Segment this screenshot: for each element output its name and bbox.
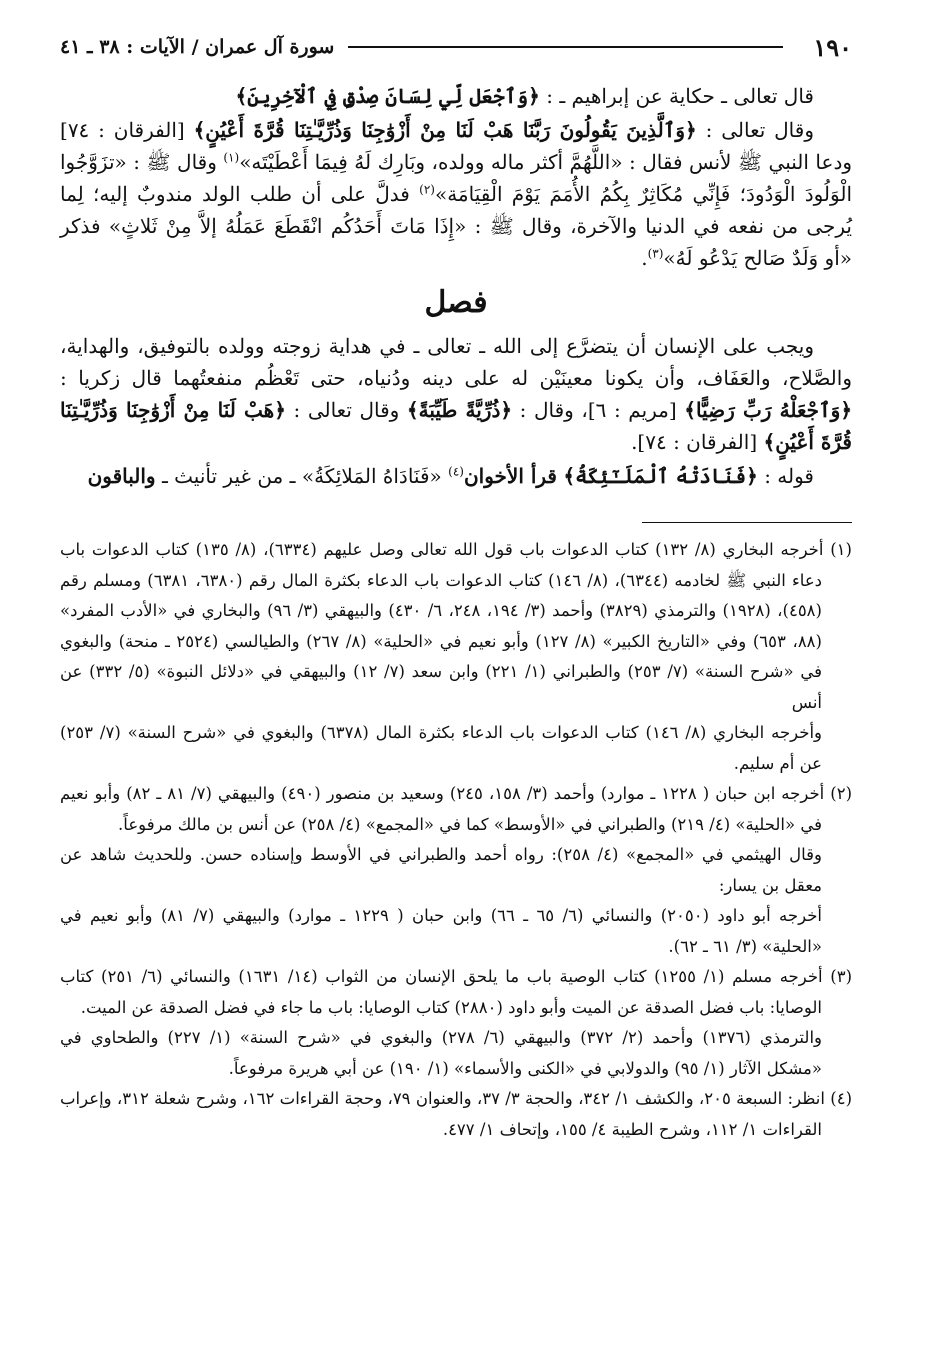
quran-verse: ﴿ذُرِّيَّةً طَيِّبَةً﴾ — [406, 398, 513, 422]
page-header — [60, 30, 852, 64]
p2-text-d: فدلَّ على أن طلب الولد مندوبٌ إليه؛ لِما يُرجى من نفعه في الدنيا والآخرة، وقال ﷺ : «إِذَا مَاتَ أَحَدُكُم انْقَطَعَ عَمَلُهُ إلاَّ مِنْ ثَلاثٍ» فذكر «أو وَلَدٌ صَالح يَدْعُو لَهُ» — [60, 182, 852, 270]
footnote-3: (٣) أخرجه مسلم (١/ ١٢٥٥) كتاب الوصية باب ما يلحق الإنسان من الثواب (١٤/ ١٦٣١) والنسائي (٦/ ٢٥١) كتاب الوصايا: باب فضل الصدقة عن الميت وأبو داود (٢٨٨٠) كتاب الوصايا: باب ما جاء في فضل الصدقة عن الميت. — [60, 967, 852, 1017]
p2-text-b: [الفرقان : ٧٤] ودعا النبي ﷺ لأنس فقال : «اللَّهُمَّ أكثر ماله وولده، وبَارِك لَهُ فِيمَا أَعْطَيْتَه» — [60, 118, 853, 174]
paragraph-3 — [60, 330, 852, 458]
paragraph-1 — [60, 80, 852, 112]
quran-verse: ﴿هَبْ لَنَا مِنْ أَزْوَٰجِنَا وَذُرِّيَّـٰتِنَا قُرَّةَ أَعْيُنٍ﴾ — [60, 398, 852, 454]
footnote-1-continuation: وأخرجه البخاري (٨/ ١٤٦) كتاب الدعوات باب الدعاء بكثرة المال (٦٣٧٨) والبغوي في «شرح السنة» (٧/ ٢٥٣) عن أم سليم. — [60, 723, 822, 773]
running-title: سورة آل عمران / الآيات : ٣٨ ـ ٤١ — [60, 36, 335, 58]
footnote-ref: (٢) — [419, 182, 435, 197]
p3-text-a: ويجب على الإنسان أن يتضرَّع إلى الله ـ تعالى ـ في هداية زوجته وولده بالتوفيق، والهداية، والصَّلاح، والعَفَاف، وأن يكونا معينَيْن له على دينه ودُنياه، حتى تَعْظُم منفعتُهما قال زكريا : — [60, 334, 852, 390]
p3-text-c: وقال تعالى : — [293, 398, 400, 422]
p4-text-b: قرأ الأخوان — [463, 464, 557, 488]
p2-text-a: وقال تعالى : — [705, 118, 814, 142]
p2-end: . — [641, 246, 648, 270]
quran-verse: ﴿فَنَادَتْهُ ٱلْمَلَـٰٓئِكَةُ﴾ — [563, 464, 758, 488]
footnote-ref: (٣) — [647, 246, 664, 261]
footnote-4: (٤) انظر: السبعة ٢٠٥، والكشف ١/ ٣٤٢، والحجة ٣/ ٣٧، والعنوان ٧٩، وحجة القراءات ١٦٢، وشرح شعلة ٣١٢، وإعراب القراءات ١/ ١١٢، وشرح الطيبة ٤/ ١٥٥، وإتحاف ١/ ٤٧٧. — [60, 1089, 852, 1139]
paragraph-2 — [60, 114, 852, 274]
quran-verse: ﴿وَٱجْعَلْهُ رَبِّ رَضِيًّا﴾ — [684, 398, 853, 422]
footnote-separator — [642, 522, 852, 523]
paragraph-4 — [60, 460, 852, 492]
footnote-2-continuation: أخرجه أبو داود (٢٠٥٠) والنسائي (٦/ ٦٥ ـ ٦٦) وابن حبان ( ١٢٢٩ ـ موارد) والبيهقي (٧/ ٨١) وأبو نعيم في «الحلية» (٣/ ٦١ ـ ٦٢). — [60, 906, 822, 956]
book-page — [60, 30, 852, 1340]
p3-text-d: [الفرقان : ٧٤]. — [631, 430, 758, 454]
p4-text-a: قوله : — [764, 464, 814, 488]
footnote-2-continuation: وقال الهيثمي في «المجمع» (٤/ ٢٥٨): رواه أحمد والطبراني في الأوسط وإسناده حسن. وللحديث شاهد عن معقل بن يسار: — [60, 845, 822, 895]
p4-text-c: «فَنَادَاهُ المَلائِكَةُ» ـ من غير تأنيث ـ — [161, 464, 442, 488]
footnote-1: (١) أخرجه البخاري (٨/ ١٣٢) كتاب الدعوات باب قول الله تعالى وصل عليهم (٦٣٣٤)، (٨/ ١٣٥) كتاب الدعوات باب دعاء النبي ﷺ لخادمه (٦٣٤٤)، (٨/ ١٤٦) كتاب الدعوات باب الدعاء بكثرة المال رقم (٦٣٨٠، ٦٣٨١) ومسلم رقم (٤٥٨)، (١٩٢٨) والترمذي (٣٨٢٩) وأحمد (٣/ ١٩٤، ٢٤٨، ٦/ ٤٣٠) والبيهقي (٣/ ٩٦) والبخاري في «الأدب المفرد» (٨٨، ٦٥٣) وفي «التاريخ الكبير» (٨/ ١٢٧) وأبو نعيم في «الحلية» (٨/ ٢٦٧) والطيالسي (٢٥٢٤ ـ منحة) والبغوي في «شرح السنة» (٧/ ٢٥٣) والطبراني (١/ ٢٢١) وابن سعد (٧/ ١٢) والبيهقي في «دلائل النبوة» (٥/ ٣٣٢) عن أنس — [60, 540, 852, 712]
p2-text-c: وقال ﷺ : «تزَوَّجُوا الْوَلُودَ الْوَدُودَ؛ فَإِنِّي مُكَاثِرٌ بِكُمُ الأُمَمَ يَوْمَ الْقِيَامَة» — [60, 150, 853, 206]
quran-verse: ﴿وَٱجْعَل لِّي لِسَانَ صِدْقٍ فِي ٱلْآخِرِينَ﴾ — [235, 84, 540, 108]
footnote-ref: (٤) — [448, 464, 464, 479]
p3-text-b: [مريم : ٦]، وقال : — [519, 398, 677, 422]
footnotes — [60, 535, 852, 1145]
header-rule — [348, 46, 783, 48]
p4-text-d: والباقون — [87, 464, 156, 488]
section-title: فصل — [424, 285, 488, 320]
footnote-3-continuation: والترمذي (١٣٧٦) وأحمد (٢/ ٣٧٢) والبيهقي (٦/ ٢٧٨) والبغوي في «شرح السنة» (١/ ٢٢٧) والطحاوي في «مشكل الآثار (١/ ٩٥) والدولابي في «الكنى والأسماء» (١/ ١٩٠) عن أبي هريرة مرفوعاً. — [60, 1028, 822, 1078]
footnote-2: (٢) أخرجه ابن حبان ( ١٢٢٨ ـ موارد) وأحمد (٣/ ١٥٨، ٢٤٥) وسعيد بن منصور (٤٩٠) والبيهقي (٧/ ٨١ ـ ٨٢) وأبو نعيم في «الحلية» (٤/ ٢١٩) والطبراني في «الأوسط» كما في «المجمع» (٤/ ٢٥٨) عن أنس بن مالك مرفوعاً. — [60, 784, 852, 834]
p1-text: قال تعالى ـ حكاية عن إبراهيم ـ : — [546, 84, 814, 108]
footnote-ref: (١) — [223, 150, 240, 165]
quran-verse: ﴿وَٱلَّذِينَ يَقُولُونَ رَبَّنَا هَبْ لَنَا مِنْ أَزْوَٰجِنَا وَذُرِّيَّـٰتِنَا قُرَّةَ أَعْيُنٍ﴾ — [193, 118, 697, 142]
main-text — [60, 80, 852, 492]
page-number: ١٩٠ — [813, 32, 852, 62]
